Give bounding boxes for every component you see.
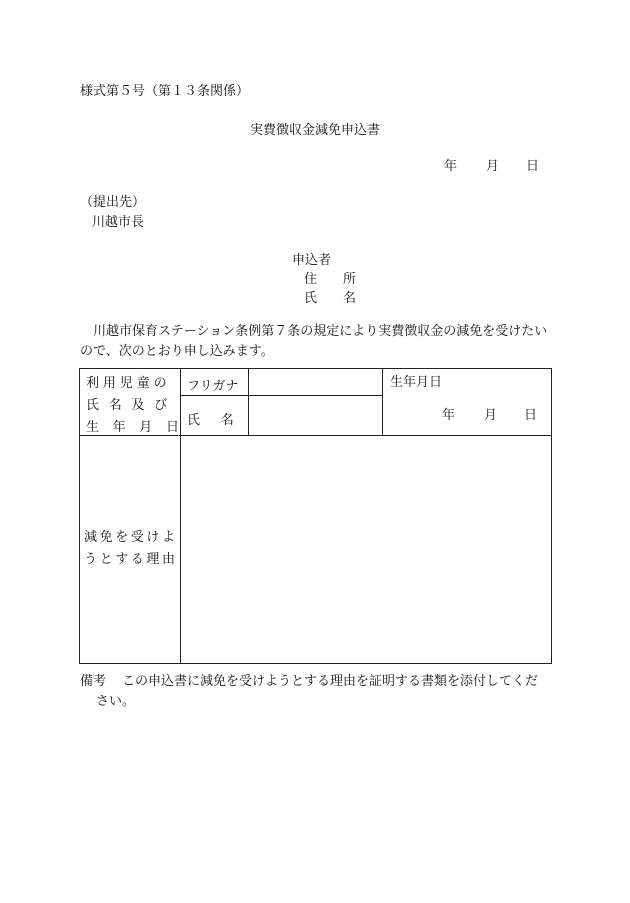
reduction-reason-label: 減免を受けよ うとする理由 (84, 530, 178, 567)
applicant-heading: 申込者 (292, 253, 332, 268)
birth-month: 月 (484, 408, 498, 423)
child-info-label: 利用児童の 氏名及び 生年月日 (86, 376, 193, 435)
remarks (80, 672, 560, 712)
document-title: 実費徴収金減免申込書 (249, 123, 380, 138)
applicant-name-label: 氏 名 (304, 291, 357, 306)
birthdate-label: 生年月日 (390, 375, 443, 390)
reduction-reason-field[interactable] (182, 437, 549, 661)
furigana-field[interactable] (250, 371, 380, 393)
remarks-text-line2: さい。 (96, 694, 136, 709)
table-divider (382, 369, 383, 435)
child-name-label: 氏名 (187, 413, 255, 428)
date-day: 日 (526, 159, 540, 174)
birth-year: 年 (442, 408, 456, 423)
date-year: 年 (444, 159, 458, 174)
application-form-table (79, 368, 552, 664)
birth-day: 日 (524, 408, 538, 423)
date-month: 月 (486, 159, 500, 174)
remarks-heading: 備考 (80, 674, 107, 689)
remarks-text-line1: この申込書に減免を受けようとする理由を証明する書類を添付してくだ (122, 674, 539, 689)
recipient-label: （提出先） (80, 195, 146, 210)
recipient-name: 川越市長 (92, 215, 145, 230)
child-name-field[interactable] (250, 397, 380, 433)
application-statement: 川越市保育ステーション条例第７条の規定により実費徴収金の減免を受けたいので、次のとおり申し込みます。 (80, 324, 548, 359)
form-number: 様式第５号（第１３条関係） (80, 84, 250, 99)
table-divider (180, 395, 382, 396)
furigana-label: フリガナ (187, 379, 239, 394)
applicant-address-label: 住 所 (304, 272, 357, 287)
